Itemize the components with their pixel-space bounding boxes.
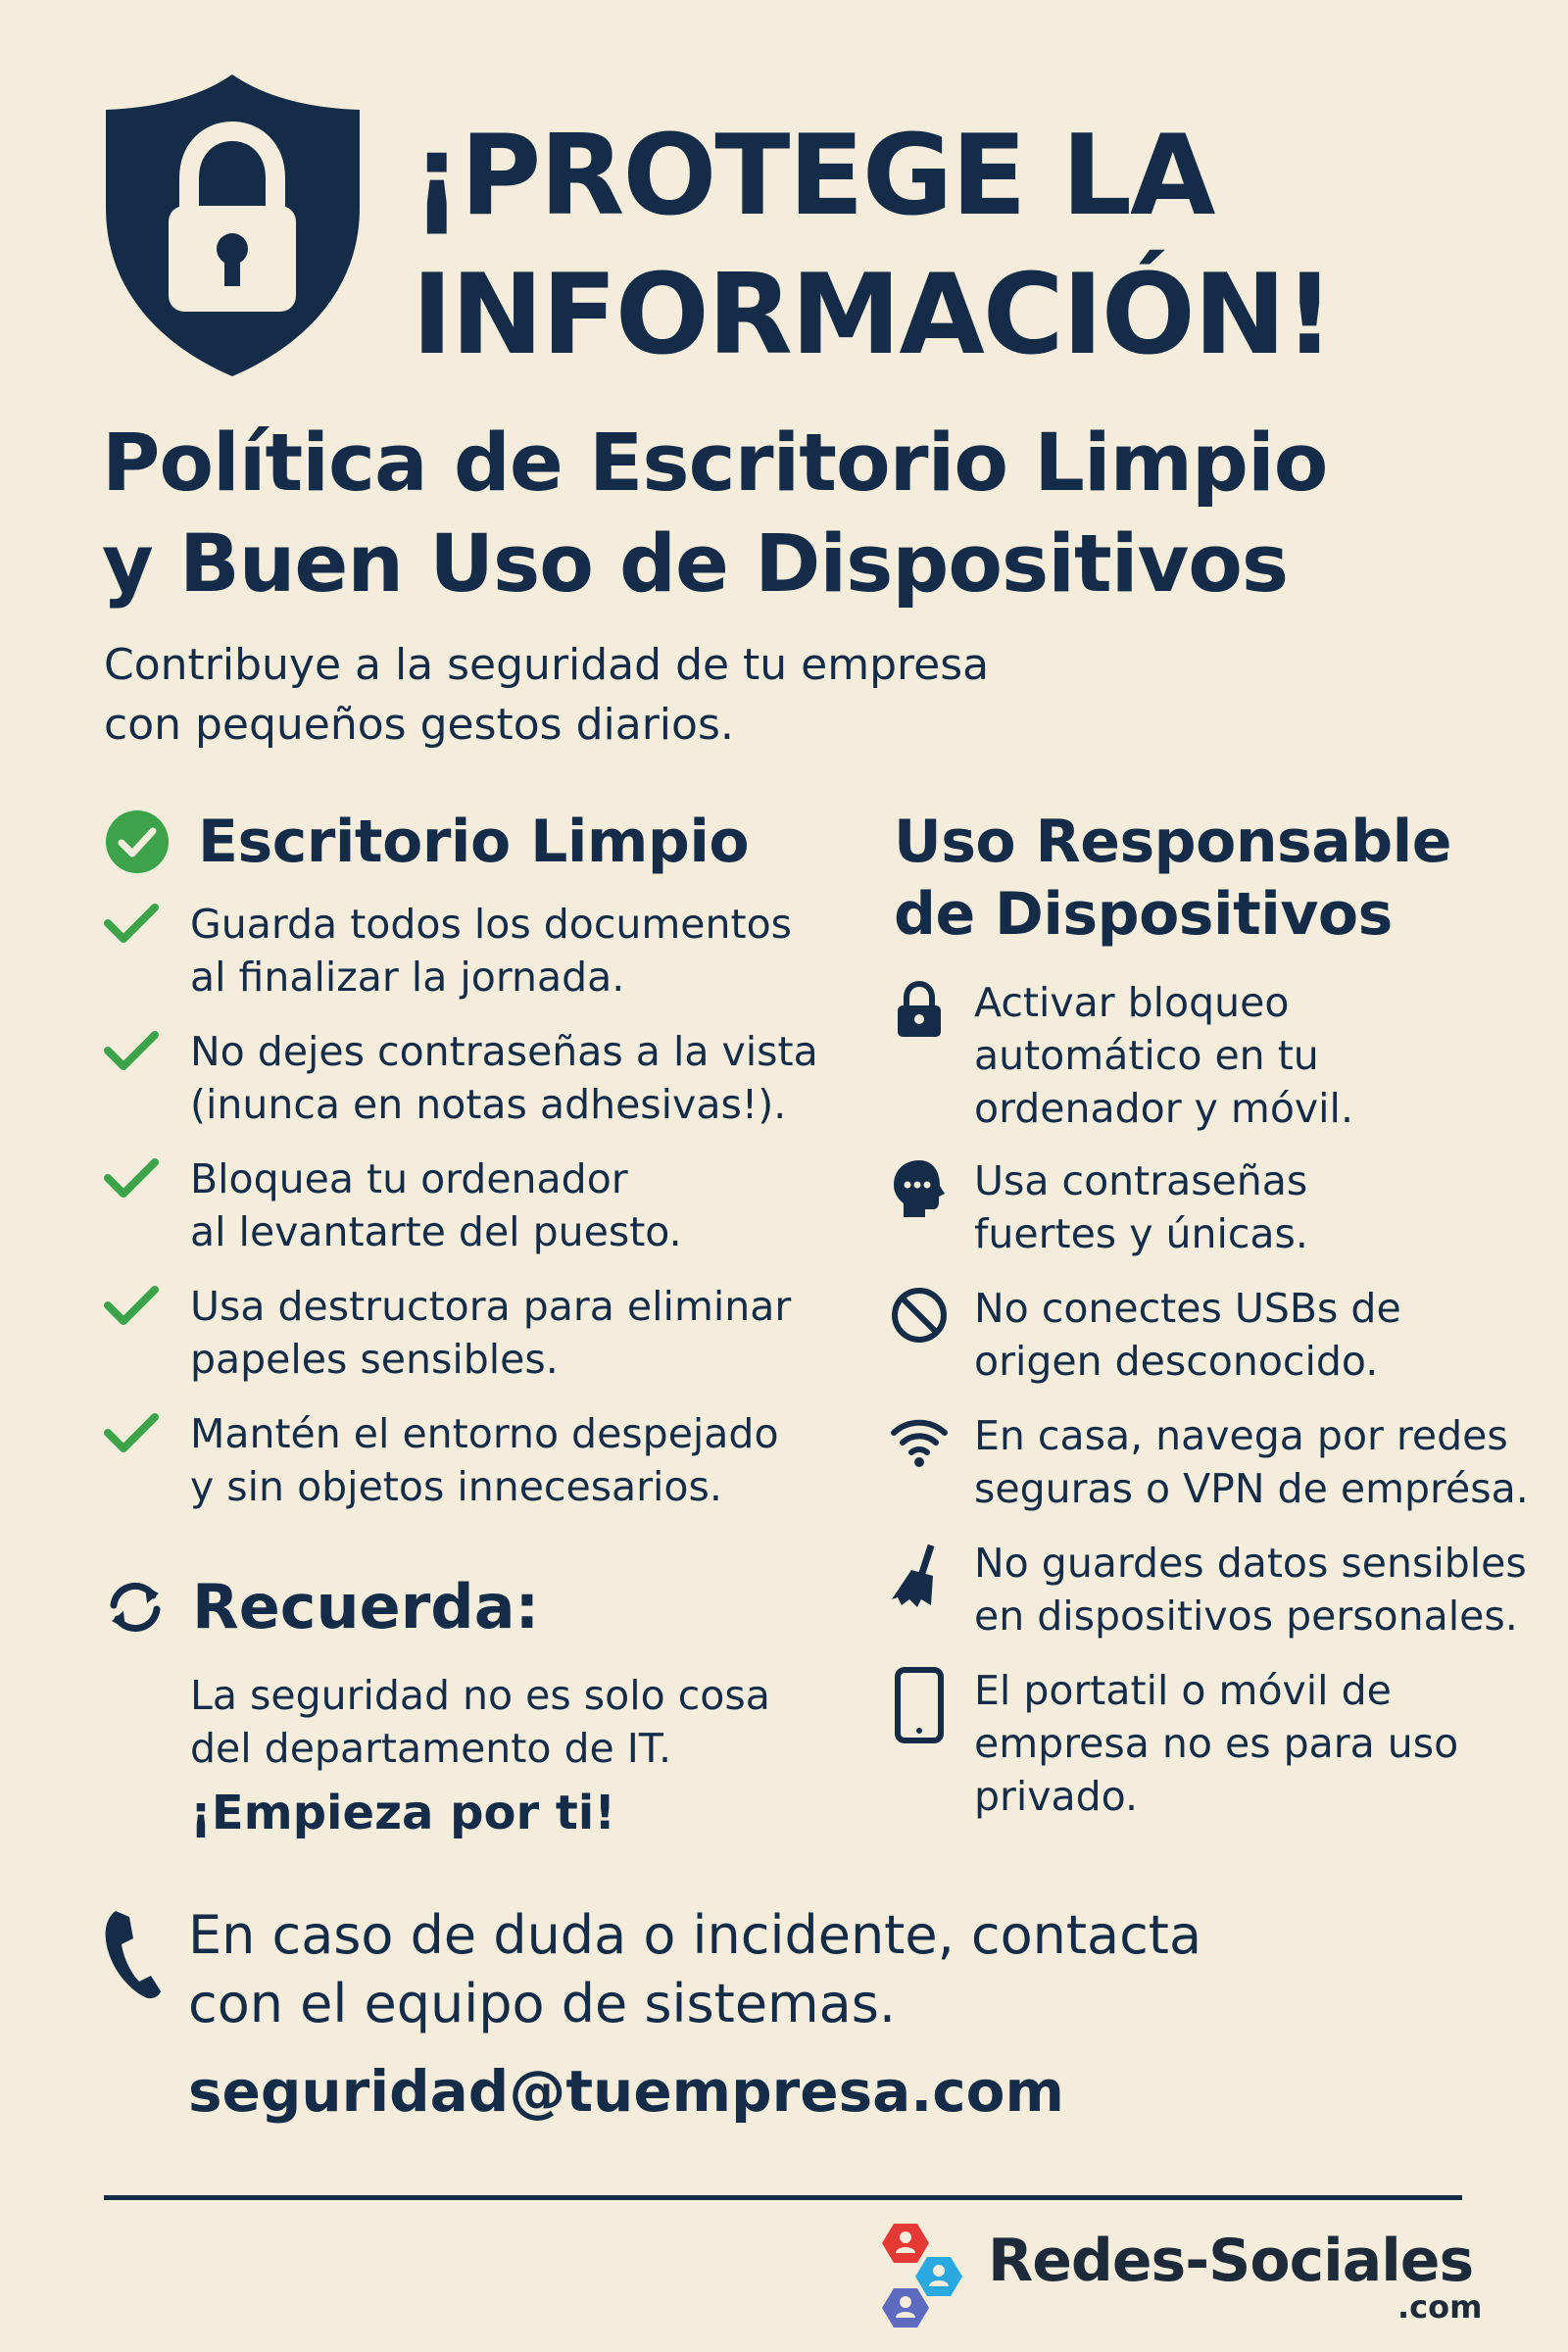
- clean-desk-item: [190, 1152, 682, 1258]
- broom-icon: [890, 1543, 949, 1611]
- item-line: No guardes datos sensibles: [974, 1540, 1527, 1587]
- item-line: Mantén el entorno despejado: [190, 1410, 779, 1457]
- item-line: al finalizar la jornada.: [190, 954, 625, 1001]
- contact-line: En caso de duda o incidente, contacta: [188, 1904, 1202, 1966]
- footer-divider: [104, 2195, 1462, 2200]
- clean-desk-item: [190, 898, 792, 1004]
- item-line: En casa, navega por redes: [974, 1412, 1508, 1459]
- check-circle-icon: [104, 808, 171, 875]
- refresh-icon: [104, 1576, 167, 1639]
- subtitle-line-1: Política de Escritorio Limpio: [102, 417, 1328, 510]
- intro-line-1: Contribuye a la seguridad de tu empresa: [104, 640, 990, 690]
- item-line: (inunca en notas adhesivas!).: [190, 1081, 787, 1128]
- reminder-title: Recuerda:: [192, 1571, 540, 1642]
- title-line-1: ¡PROTEGE LA: [412, 111, 1214, 240]
- contact-line: con el equipo de sistemas.: [188, 1973, 897, 2034]
- devices-item: [974, 976, 1353, 1135]
- item-line: Guarda todos los documentos: [190, 901, 793, 948]
- brand-name: Redes-Sociales: [988, 2227, 1474, 2295]
- policy-subtitle: [102, 414, 1474, 615]
- item-line: Activar bloqueo: [974, 979, 1290, 1026]
- smartphone-icon: [894, 1666, 945, 1744]
- item-line: y sin objetos innecesarios.: [190, 1463, 722, 1510]
- reminder-cta: ¡Empieza por ti!: [190, 1786, 616, 1840]
- check-icon: [104, 902, 159, 945]
- item-line: Bloquea tu ordenador: [190, 1155, 628, 1202]
- item-line: papeles sensibles.: [190, 1336, 559, 1383]
- devices-item: [974, 1154, 1308, 1260]
- item-line: privado.: [974, 1773, 1139, 1820]
- phone-icon: [102, 1907, 165, 2001]
- contact-email[interactable]: seguridad@tuempresa.com: [188, 2058, 1064, 2125]
- devices-item: [974, 1409, 1529, 1515]
- check-icon: [104, 1284, 159, 1327]
- clean-desk-item: [190, 1025, 818, 1131]
- reminder-heading: [104, 1571, 539, 1642]
- devices-item: [974, 1537, 1527, 1642]
- item-line: al levantarte del puesto.: [190, 1208, 682, 1255]
- item-line: ordenador y móvil.: [974, 1085, 1353, 1132]
- page-title: [412, 106, 1539, 384]
- devices-heading: [894, 806, 1541, 951]
- intro-text: [104, 635, 1084, 755]
- item-line: El portatil o móvil de: [974, 1667, 1392, 1714]
- title-line-2: INFORMACIÓN!: [412, 250, 1333, 379]
- brand-logo-icon: [862, 2220, 978, 2335]
- item-line: Usa destructora para eliminar: [190, 1283, 792, 1330]
- clean-desk-item: [190, 1407, 779, 1513]
- check-icon: [104, 1156, 159, 1200]
- head-password-icon: [890, 1156, 949, 1221]
- devices-title-line-2: de Dispositivos: [894, 880, 1393, 949]
- contact-text: [188, 1901, 1201, 2038]
- check-icon: [104, 1411, 159, 1454]
- item-line: empresa no es para uso: [974, 1720, 1459, 1767]
- item-line: automático en tu: [974, 1032, 1319, 1079]
- clean-desk-heading: [104, 806, 749, 878]
- devices-title-line-1: Uso Responsable: [894, 808, 1451, 876]
- brand-suffix: .com: [1397, 2288, 1483, 2326]
- item-line: seguras o VPN de emprésa.: [974, 1465, 1529, 1512]
- item-line: No dejes contraseñas a la vista: [190, 1028, 818, 1075]
- wifi-icon: [890, 1411, 949, 1470]
- reminder-line: La seguridad no es solo cosa: [190, 1672, 770, 1719]
- prohibited-icon: [890, 1286, 949, 1345]
- item-line: origen desconocido.: [974, 1338, 1379, 1385]
- check-icon: [104, 1029, 159, 1072]
- devices-item: [974, 1282, 1401, 1388]
- item-line: Usa contraseñas: [974, 1157, 1308, 1204]
- intro-line-2: con pequeños gestos diarios.: [104, 700, 734, 750]
- clean-desk-item: [190, 1280, 791, 1386]
- item-line: No conectes USBs de: [974, 1285, 1401, 1332]
- subtitle-line-2: y Buen Uso de Dispositivos: [102, 518, 1289, 611]
- devices-item: [974, 1664, 1458, 1823]
- clean-desk-title: Escritorio Limpio: [198, 808, 750, 876]
- reminder-text: [190, 1669, 770, 1775]
- item-line: en dispositivos personales.: [974, 1592, 1518, 1640]
- reminder-line: del departamento de IT.: [190, 1725, 672, 1772]
- padlock-icon: [890, 980, 949, 1039]
- item-line: fuertes y únicas.: [974, 1210, 1308, 1257]
- shield-lock-icon: [98, 71, 368, 379]
